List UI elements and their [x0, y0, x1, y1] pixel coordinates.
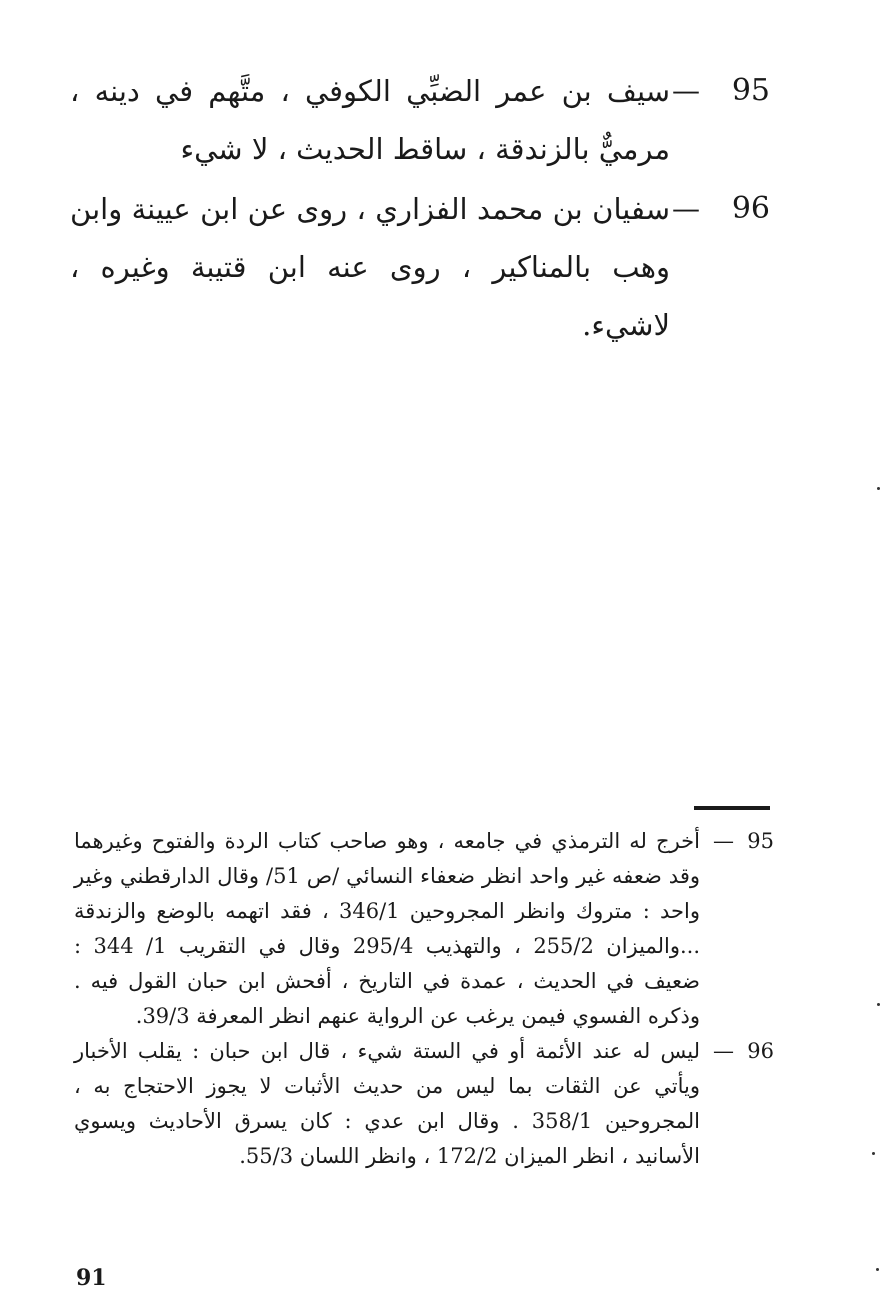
footnote-separator — [694, 806, 770, 810]
footnote-number: 95 — [747, 829, 774, 853]
entry-dash: — — [672, 74, 700, 107]
footnote-text: ليس له عند الأئمة أو في الستة شيء ، قال ابن حبان : يقلب الأخبار ويأتي عن الثقات بما ليس من حديث الأثبات لا يجوز الاحتجاج به ، المجروحين 358/1 . وقال ابن عدي : كان يسرق الأحاديث ويسوي الأسانيد ، انظر الميزان 172/2 ، وانظر اللسان 55/3. — [74, 1039, 701, 1168]
entry-96 — [70, 180, 770, 354]
page-number: 91 — [76, 1265, 107, 1291]
entry-text: سفيان بن محمد الفزاري ، روى عن ابن عيينة وابن وهب بالمناكير ، روى عنه ابن قتيبة وغيره ، لاشيء. — [70, 192, 670, 342]
scan-speck — [876, 1268, 879, 1271]
footnote-dash: — — [713, 829, 734, 853]
entry-number: 95 — [731, 73, 770, 108]
footnote-number: 96 — [747, 1039, 774, 1063]
scan-speck — [872, 1152, 875, 1155]
entry-text: سيف بن عمر الضبِّي الكوفي ، متَّهم في دينه ، مرميٌّ بالزندقة ، ساقط الحديث ، لا شيء — [70, 74, 670, 166]
entry-95 — [70, 62, 770, 178]
entry-number: 96 — [731, 191, 770, 226]
scan-speck — [877, 1003, 880, 1006]
footnotes — [74, 824, 774, 1174]
footnote-95 — [74, 824, 774, 1034]
entry-dash: — — [672, 192, 700, 225]
scan-speck — [877, 487, 880, 490]
footnote-96 — [74, 1034, 774, 1174]
footnote-dash: — — [713, 1039, 734, 1063]
footnote-text: أخرج له الترمذي في جامعه ، وهو صاحب كتاب الردة والفتوح وغيرهما وقد ضعفه غير واحد انظر ضعفاء النسائي /ص 51/ وقال الدارقطني وغير واحد : متروك وانظر المجروحين 346/1 ، فقد اتهمه بالوضع والزندقة ...والميزان 255/2 ، والتهذيب 295/4 وقال في التقريب 1/ 344 : ضعيف في الحديث ، عمدة في التاريخ ، أفحش ابن حبان القول فيه . وذكره الفسوي فيمن يرغب عن الرواية عنهم انظر المعرفة 39/3. — [74, 829, 701, 1028]
